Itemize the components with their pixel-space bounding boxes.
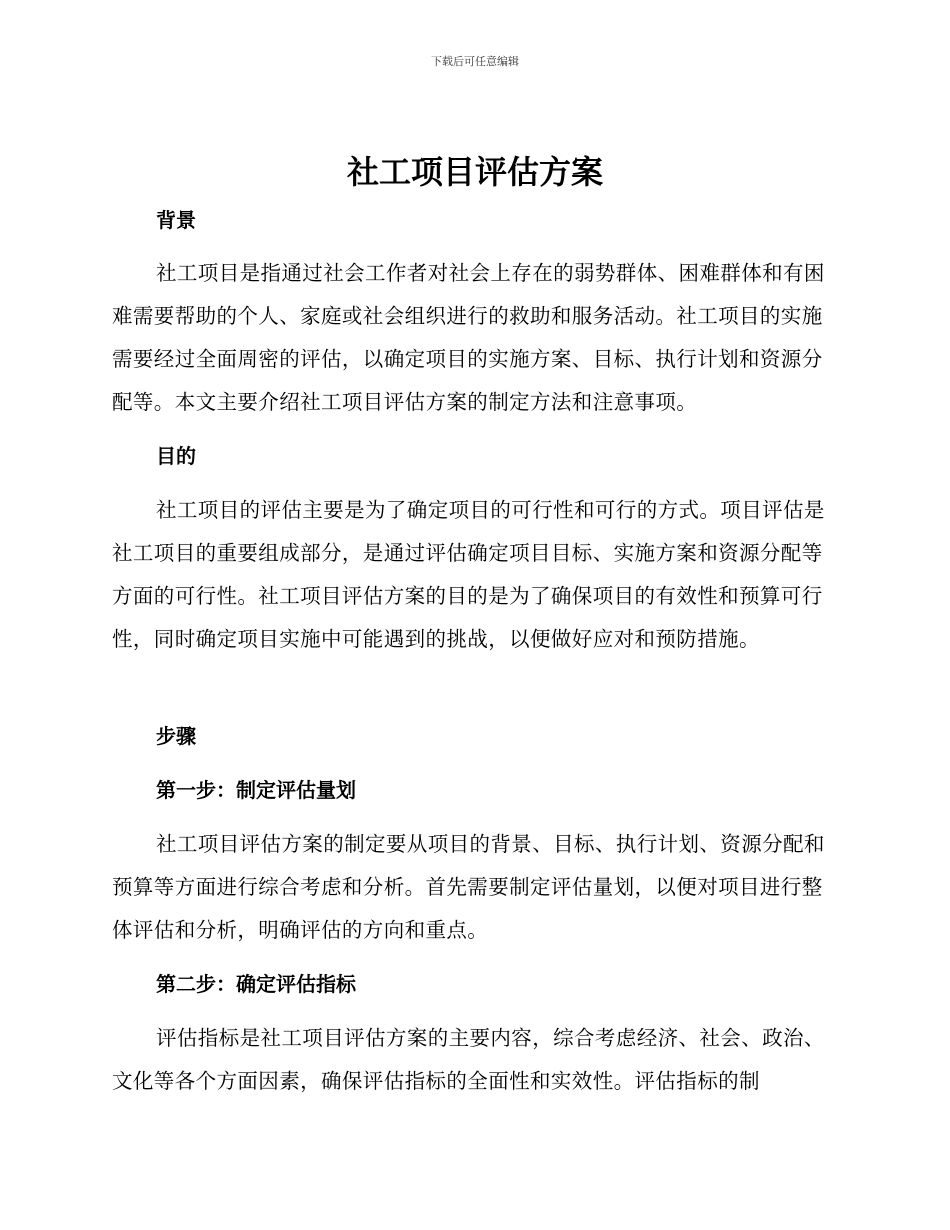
section-heading-step-two: 第二步：确定评估指标 bbox=[156, 972, 356, 996]
section-paragraph-step-two: 评估指标是社工项目评估方案的主要内容，综合考虑经济、社会、政治、文化等各个方面因素，确保评估指标的全面性和实效性。评估指标的制 bbox=[112, 1026, 825, 1093]
document-title: 社工项目评估方案 bbox=[346, 153, 603, 191]
section-heading-step-one: 第一步：制定评估量划 bbox=[156, 778, 356, 802]
section-heading-purpose: 目的 bbox=[156, 444, 196, 468]
section-paragraph-background: 社工项目是指通过社会工作者对社会上存在的弱势群体、困难群体和有困难需要帮助的个人、家庭或社会组织进行的救助和服务活动。社工项目的实施需要经过全面周密的评估，以确定项目的实施方案、目标、执行计划和资源分配等。本文主要介绍社工项目评估方案的制定方法和注意事项。 bbox=[112, 261, 825, 414]
section-paragraph-purpose: 社工项目的评估主要是为了确定项目的可行性和可行的方式。项目评估是社工项目的重要组成部分，是通过评估确定项目目标、实施方案和资源分配等方面的可行性。社工项目评估方案的目的是为了确保项目的有效性和预算可行性，同时确定项目实施中可能遇到的挑战，以便做好应对和预防措施。 bbox=[112, 498, 825, 651]
page-header-note: 下载后可任意编辑 bbox=[431, 55, 519, 68]
section-heading-steps: 步骤 bbox=[156, 724, 196, 748]
section-heading-background: 背景 bbox=[156, 208, 196, 232]
section-paragraph-step-one: 社工项目评估方案的制定要从项目的背景、目标、执行计划、资源分配和预算等方面进行综合考虑和分析。首先需要制定评估量划，以便对项目进行整体评估和分析，明确评估的方向和重点。 bbox=[112, 832, 825, 942]
